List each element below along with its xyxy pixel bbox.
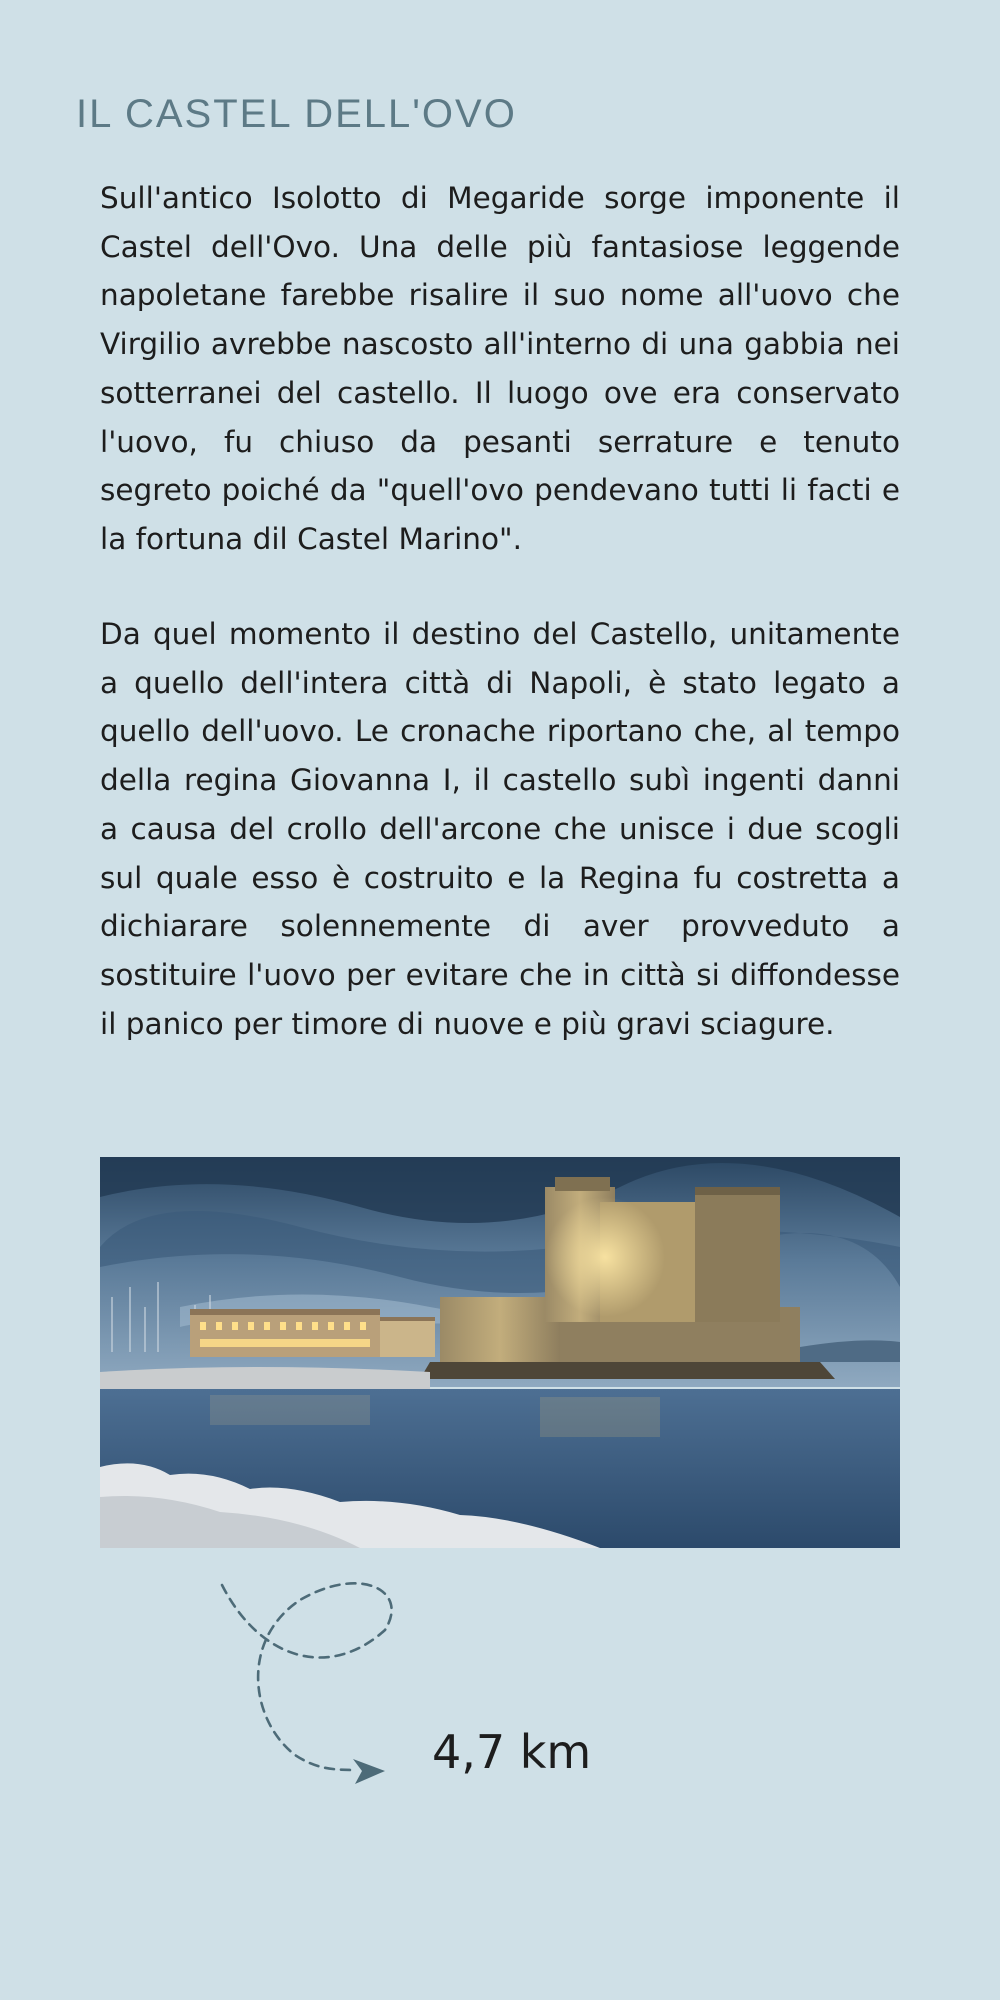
distance-label: 4,7 km (432, 1725, 592, 1779)
route-illustration (200, 1570, 420, 1799)
legend-paragraph: Sull'antico Isolotto di Megaride sorge imponente il Castel dell'Ovo. Una delle più fantasiose leggende napoletane farebbe risalire il suo nome all'uovo che Virgilio avrebbe nascosto all'interno di una gabbia nei sotterranei del castello. Il luogo ove era conservato l'uovo, fu chiuso da pesanti serrature e tenuto segreto poiché da "quell'ovo pendevano tutti li facti e la fortuna dil Castel Marino". (100, 181, 900, 556)
page-title: IL CASTEL DELL'OVO (76, 92, 517, 136)
dashed-route-arrow-icon (200, 1570, 420, 1795)
castel-dell-ovo-photo (100, 1157, 900, 1548)
history-paragraph: Da quel momento il destino del Castello, unitamente a quello dell'intera città di Napoli, è stato legato a quello dell'uovo. Le cronache riportano che, al tempo della regina Giovanna I, il castello subì ingenti danni a causa del crollo dell'arcone che unisce i due scogli sul quale esso è costruito e la Regina fu costretta a dichiarare solennemente di aver provveduto a sostituire l'uovo per evitare che in città si diffondesse il panico per timore di nuove e più gravi sciagure. (100, 617, 900, 1041)
